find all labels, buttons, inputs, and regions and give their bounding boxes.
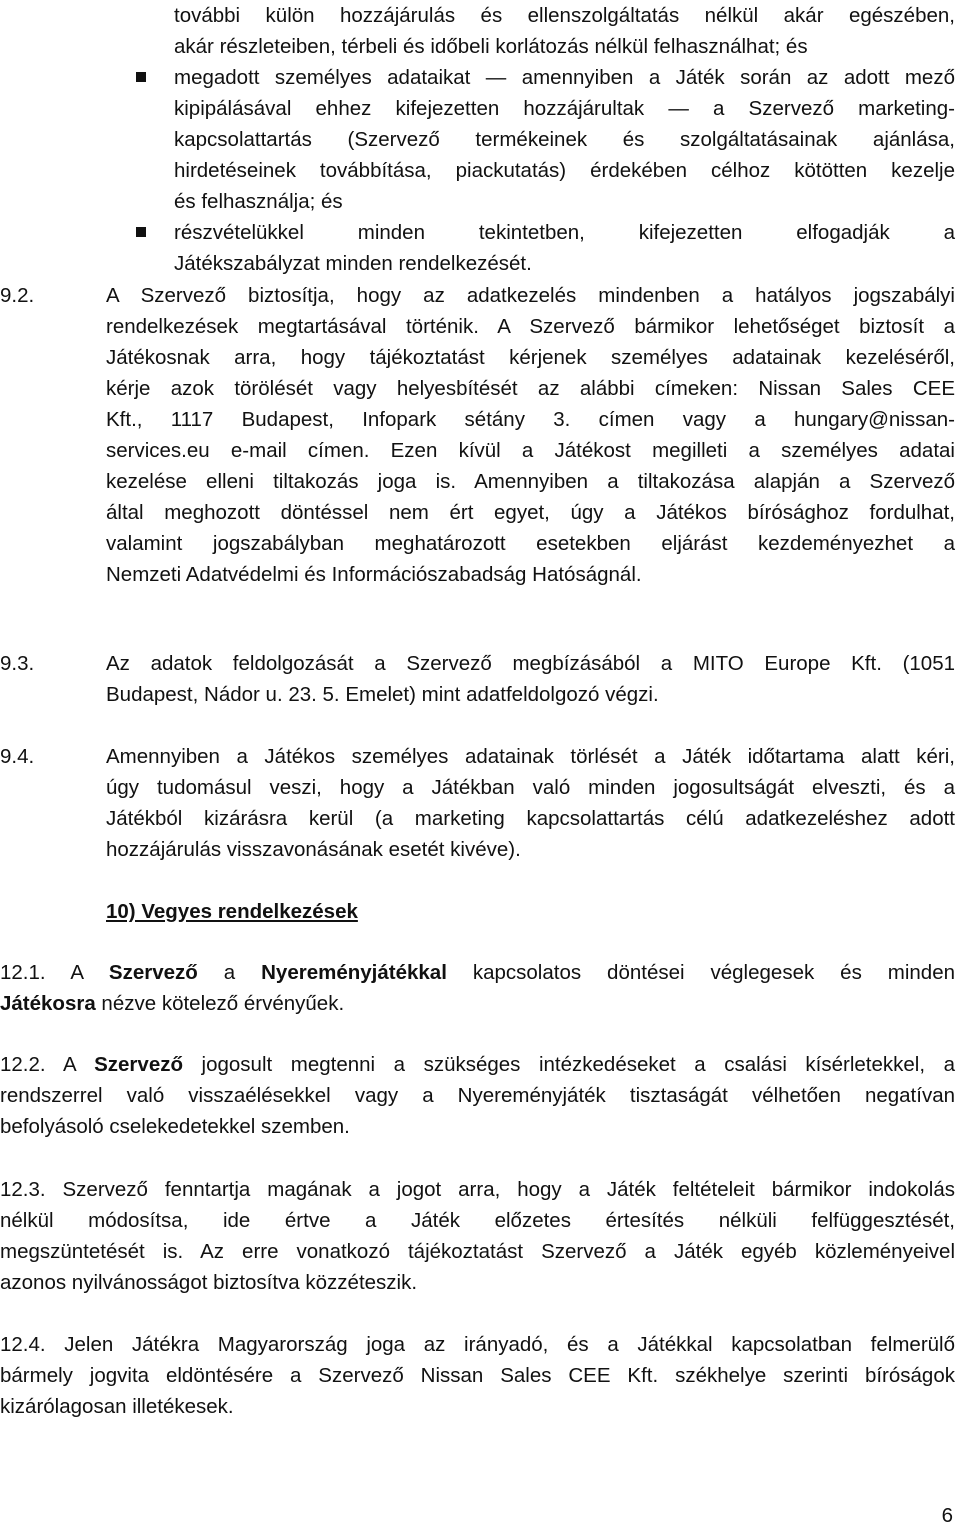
bold-run: Szervező <box>108 961 198 984</box>
paragraph-line: 12.3. Szervező fenntartja magának a jogot arra, hogy a Játék feltételeit bármikor indokolás <box>0 1178 955 1201</box>
paragraph-line <box>0 988 955 1019</box>
paragraph-line: hozzájárulás visszavonásának esetét kivéve). <box>106 838 521 861</box>
paragraph-line <box>0 1049 955 1080</box>
bullet-item-3-line: Játékszabályzat minden rendelkezését. <box>174 252 532 275</box>
paragraph-line: úgy tudomásul veszi, hogy a Játékban való minden jogosultságát elveszti, és a <box>106 776 955 799</box>
bold-run: Szervező <box>94 1053 183 1076</box>
section-heading: 10) Vegyes rendelkezések <box>106 900 358 923</box>
section-9-3-text <box>106 648 955 710</box>
paragraph-line: services.eu e-mail címen. Ezen kívül a Játékost megilleti a személyes adatai <box>106 439 955 462</box>
page-number: 6 <box>941 1504 953 1527</box>
bullet-item-2-line: kapcsolattartás (Szervező termékeinek és szolgáltatásainak ajánlása, <box>174 128 955 151</box>
paragraph-line: 12.4. Jelen Játékra Magyarország joga az irányadó, és a Játékkal kapcsolatban felmerülő <box>0 1333 955 1356</box>
section-number-9-3: 9.3. <box>0 652 35 675</box>
text-run: 12.2. A <box>0 1053 95 1076</box>
bullet-item-2-line: és felhasználja; és <box>174 190 343 213</box>
paragraph-line: Játékból kizárásra kerül (a marketing kapcsolattartás célú adatkezeléshez adott <box>106 807 955 830</box>
bullet-item-2 <box>174 62 955 217</box>
bullet-item-2-line: hirdetéseinek továbbítása, piackutatás) érdekében célhoz kötötten kezelje <box>174 159 955 182</box>
section-9-4-text <box>106 741 955 865</box>
bold-run: Játékosra <box>0 992 96 1015</box>
bullet-item-1 <box>174 31 955 62</box>
bullet-item-3 <box>174 217 955 279</box>
paragraph-line: valamint jogszabályban meghatározott esetekben eljárást kezdeményezhet a <box>106 532 955 555</box>
bold-run: Nyereményjátékkal <box>261 961 447 984</box>
bullet-square-icon <box>136 72 146 82</box>
paragraph-line: Budapest, Nádor u. 23. 5. Emelet) mint adatfeldolgozó végzi. <box>106 683 659 706</box>
text-run: jogosult megtenni a szükséges intézkedéseket a csalási kísérletekkel, a <box>183 1053 955 1076</box>
paragraph-line: Játékosnak arra, hogy tájékoztatást kérjenek személyes adatainak kezeléséről, <box>106 346 955 369</box>
bullet-square-icon <box>136 227 146 237</box>
bullet-item-2-line: megadott személyes adataikat — amennyiben a Játék során az adott mező <box>174 66 955 89</box>
section-9-2-text <box>106 280 955 590</box>
section-12-1 <box>0 957 955 1019</box>
bullet-intro-line: további külön hozzájárulás és ellenszolgáltatás nélkül akár egészében, <box>174 4 955 27</box>
paragraph-line: Az adatok feldolgozását a Szervező megbízásából a MITO Europe Kft. (1051 <box>106 652 955 675</box>
bullet-item-1-line: akár részleteiben, térbeli és időbeli korlátozás nélkül felhasználhat; és <box>174 35 808 58</box>
paragraph-line: megszüntetését is. Az erre vonatkozó tájékoztatást Szervező a Játék egyéb közleményeivel <box>0 1240 955 1263</box>
paragraph-line: Amennyiben a Játékos személyes adatainak törlését a Játék időtartama alatt kéri, <box>106 745 955 768</box>
text-run: 12.1. A <box>0 961 109 984</box>
section-number-9-2: 9.2. <box>0 284 35 307</box>
paragraph-line <box>0 957 955 988</box>
paragraph-line: azonos nyilvánosságot biztosítva közzéteszik. <box>0 1271 418 1294</box>
text-run: kapcsolatos döntései véglegesek és minden <box>446 961 956 984</box>
section-number-9-4: 9.4. <box>0 745 35 768</box>
paragraph-line: kizárólagosan illetékesek. <box>0 1395 234 1418</box>
paragraph-line: Nemzeti Adatvédelmi és Információszabadság Hatóságnál. <box>106 563 642 586</box>
paragraph-line: kezelése elleni tiltakozás joga is. Amennyiben a tiltakozása alapján a Szervező <box>106 470 955 493</box>
section-12-4 <box>0 1329 955 1422</box>
paragraph-line: kérje azok törölését vagy helyesbítését az alábbi címeken: Nissan Sales CEE <box>106 377 955 400</box>
paragraph-line: nélkül módosítsa, ide értve a Játék előzetes értesítés nélküli felfüggesztését, <box>0 1209 955 1232</box>
paragraph-line: A Szervező biztosítja, hogy az adatkezelés mindenben a hatályos jogszabályi <box>106 284 955 307</box>
paragraph-line: rendszerrel való visszaélésekkel vagy a Nyereményjáték tisztaságát vélhetően negatívan <box>0 1084 955 1107</box>
paragraph-line: által meghozott döntéssel nem ért egyet, úgy a Játékos bírósághoz fordulhat, <box>106 501 955 524</box>
bullet-item-3-line: részvételükkel minden tekintetben, kifejezetten elfogadják a <box>174 221 955 244</box>
text-run: nézve kötelező érvényűek. <box>95 992 345 1015</box>
section-12-3 <box>0 1174 955 1298</box>
bullet-list <box>174 0 955 279</box>
paragraph-line: Kft., 1117 Budapest, Infopark sétány 3. címen vagy a hungary@nissan- <box>106 408 955 431</box>
section-12-2 <box>0 1049 955 1142</box>
bullet-item-2-line: kipipálásával ehhez kifejezetten hozzájárultak — a Szervező marketing- <box>174 97 955 120</box>
paragraph-line: befolyásoló cselekedetekkel szemben. <box>0 1115 350 1138</box>
paragraph-line: rendelkezések megtartásával történik. A Szervező bármikor lehetőséget biztosít a <box>106 315 955 338</box>
text-run: a <box>197 961 262 984</box>
paragraph-line: bármely jogvita eldöntésére a Szervező Nissan Sales CEE Kft. székhelye szerinti bíróságok <box>0 1364 955 1387</box>
